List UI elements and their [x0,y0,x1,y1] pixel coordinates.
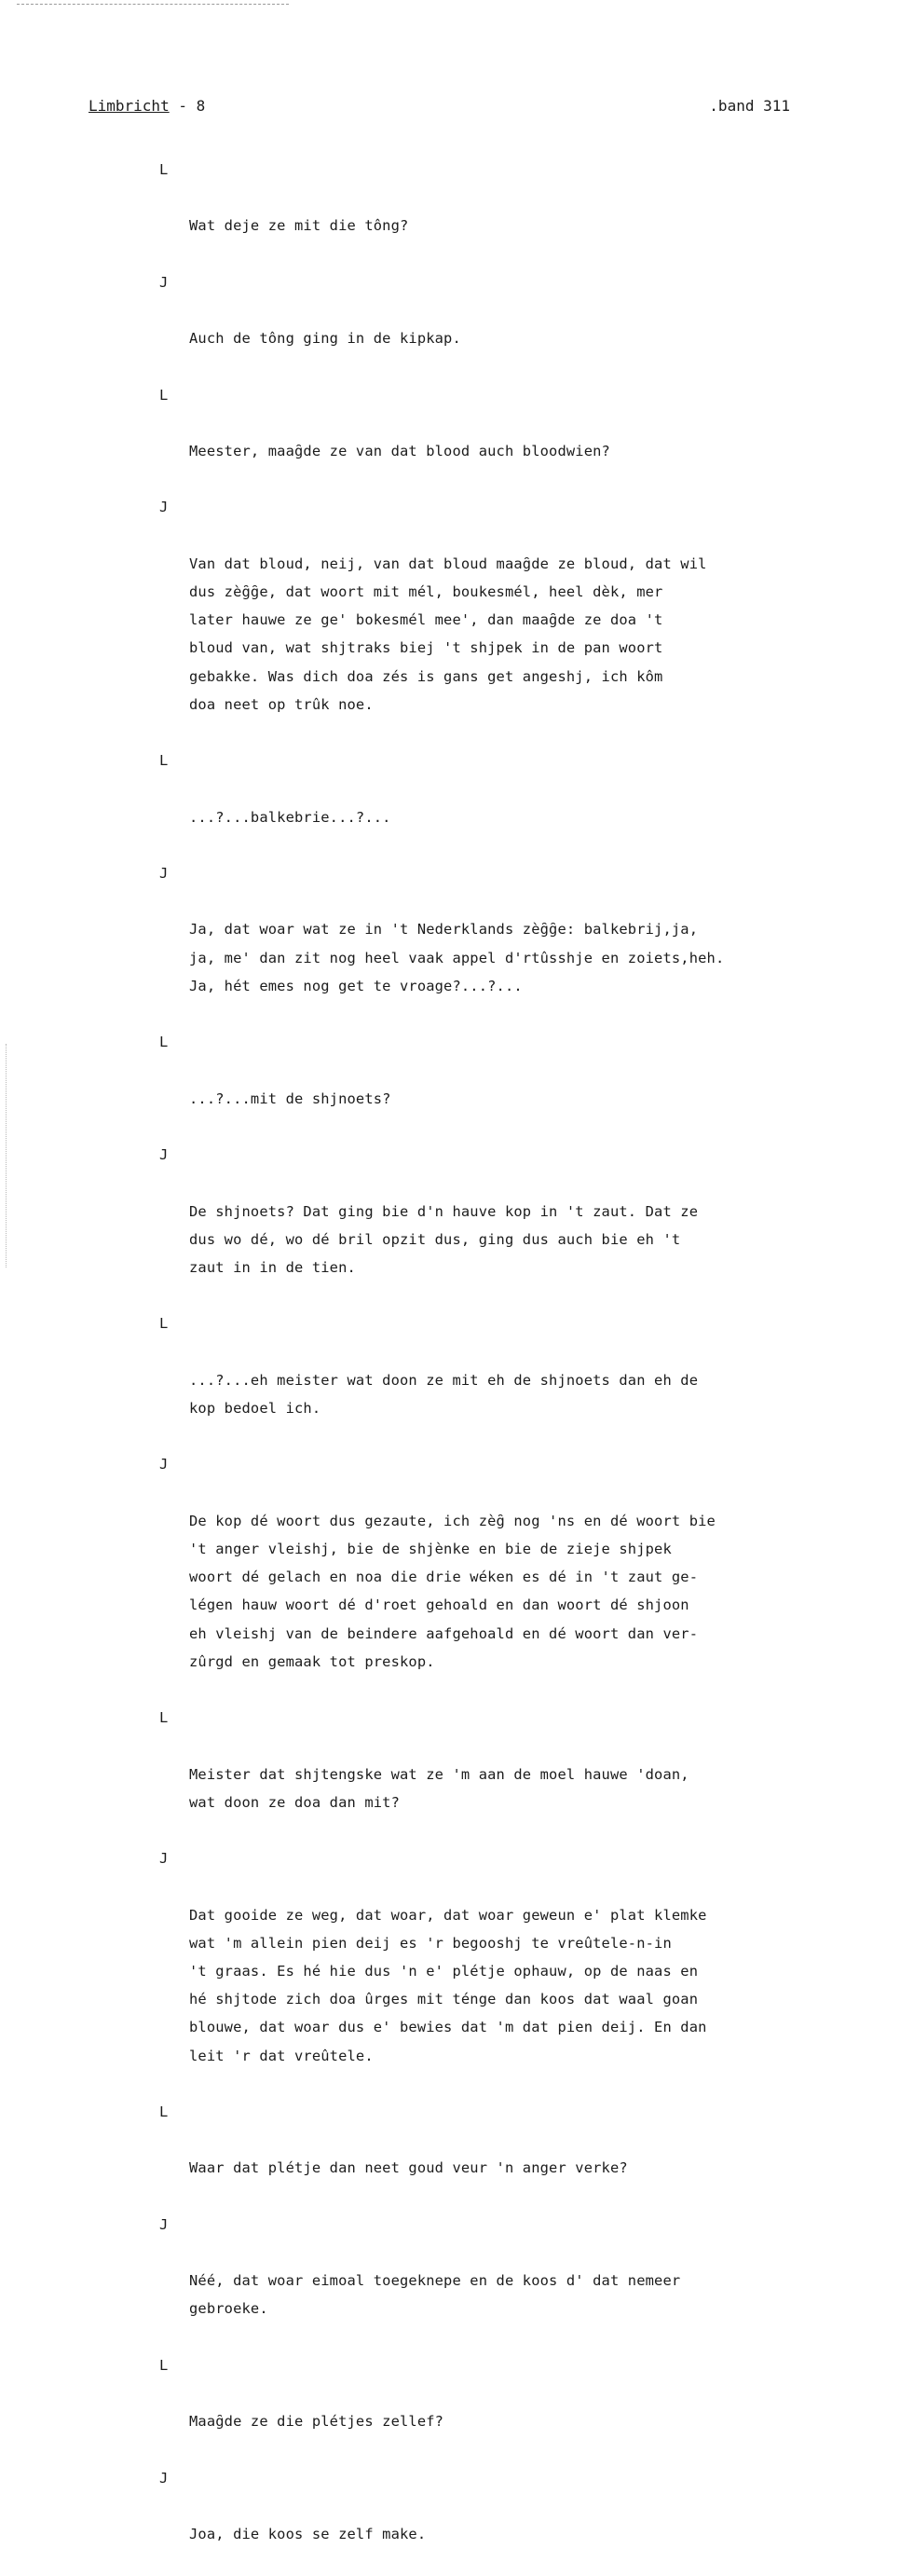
dialogue-turn [159,1704,802,1844]
page-title [89,97,205,115]
turn-text: Ja, dat woar wat ze in 't Nederklands zèg̑g̑e: balkebrij,ja, ja, me' dan zit nog heel vaak appel d'rtûsshje en zoiets,heh. Ja, hét emes nog get te vroage?...?... [189,921,725,994]
speaker-label: J [159,1146,169,1164]
turn-text: Joa, die koos se zelf make. [189,2526,427,2543]
dialogue-turn [159,747,802,859]
speaker-label: L [159,752,169,770]
turn-text: De kop dé woort dus gezaute, ich zèg̑ nog 'ns en dé woort bie 't anger vleishj, bie de shjènke en bie de zieje shjpek woort dé gelach en noa die drie wéken es dé in 't zaut ge- légen hauw woort dé d'roet gehoald en dan woort dé shjoon eh vleishj van de beindere aafgehoald en dé woort dan ver- zûrgd en gemaak tot preskop. [189,1512,716,1670]
dialogue-turn [159,2211,802,2351]
transcript [159,156,802,2576]
dialogue-turn [159,859,802,1028]
speaker-label: L [159,2103,169,2121]
dialogue-turn [159,381,802,494]
dialogue-turn [159,1141,802,1309]
dialogue-turn [159,2464,802,2576]
page-number: - 8 [169,97,206,115]
dialogue-turn [159,2351,802,2464]
turn-text: ...?...mit de shjnoets? [189,1089,391,1107]
turn-text: Waar dat plétje dan neet goud veur 'n anger verke? [189,2159,628,2177]
page-header [89,97,790,121]
turn-text: ...?...balkebrie...?... [189,808,391,826]
dialogue-turn [159,156,802,268]
turn-text: Van dat bloud, neij, van dat bloud maag̑de ze bloud, dat wil dus zèg̑g̑e, dat woort mit mél, boukesmél, heel dèk, mer later hauwe ze ge' bokesmél mee', dan maag̑de ze doa 't bloud van, wat shjtraks biej 't shjpek in de pan woort gebakke. Was dich doa zés is gans get angeshj, ich kôm doa neet op trûk noe. [189,555,707,713]
scan-edge-mark [17,4,289,5]
dialogue-turn [159,493,802,747]
speaker-label: J [159,865,169,883]
speaker-label: J [159,273,169,291]
dialogue-turn [159,268,802,381]
speaker-label: L [159,386,169,404]
speaker-label: L [159,1709,169,1727]
dialogue-turn [159,1028,802,1141]
dialogue-turn [159,2098,802,2211]
turn-text: Auch de tông ging in de kipkap. [189,330,461,348]
turn-text: Néé, dat woar eimoal toegeknepe en de koos d' dat nemeer gebroeke. [189,2272,681,2318]
speaker-label: J [159,499,169,516]
turn-text: Maag̑de ze die plétjes zellef? [189,2413,444,2431]
scan-edge-specks [6,1044,7,1267]
turn-text: ...?...eh meister wat doon ze mit eh de shjnoets dan eh de kop bedoel ich. [189,1371,699,1417]
dialogue-turn [159,1844,802,2098]
speaker-label: L [159,1034,169,1051]
turn-text: Meester, maag̑de ze van dat blood auch bloodwien? [189,443,610,460]
speaker-label: J [159,2215,169,2233]
speaker-label: J [159,1850,169,1868]
speaker-label: L [159,1315,169,1333]
turn-text: Meister dat shjtengske wat ze 'm aan de moel hauwe 'doan, wat doon ze doa dan mit? [189,1765,689,1811]
dialogue-turn [159,1450,802,1704]
place-name: Limbricht [89,97,170,115]
turn-text: De shjnoets? Dat ging bie d'n hauve kop in 't zaut. Dat ze dus wo dé, wo dé bril opzit dus, ging dus auch bie eh 't zaut in in de tien. [189,1202,699,1276]
speaker-label: J [159,1456,169,1473]
dialogue-turn [159,1309,802,1450]
turn-text: Dat gooide ze weg, dat woar, dat woar geweun e' plat klemke wat 'm allein pien deij es 'r begooshj te vreûtele-n-in 't graas. Es hé hie dus 'n e' plétje ophauw, op de naas en hé shjtode zich doa ûrges mit ténge dan koos dat waal goan blouwe, dat woar dus e' bewies dat 'm dat pien deij. En dan leit 'r dat vreûtele. [189,1906,707,2064]
speaker-label: L [159,2356,169,2374]
speaker-label: J [159,2469,169,2487]
turn-text: Wat deje ze mit die tông? [189,217,409,235]
band-number: .band 311 [709,97,790,115]
speaker-label: L [159,161,169,178]
